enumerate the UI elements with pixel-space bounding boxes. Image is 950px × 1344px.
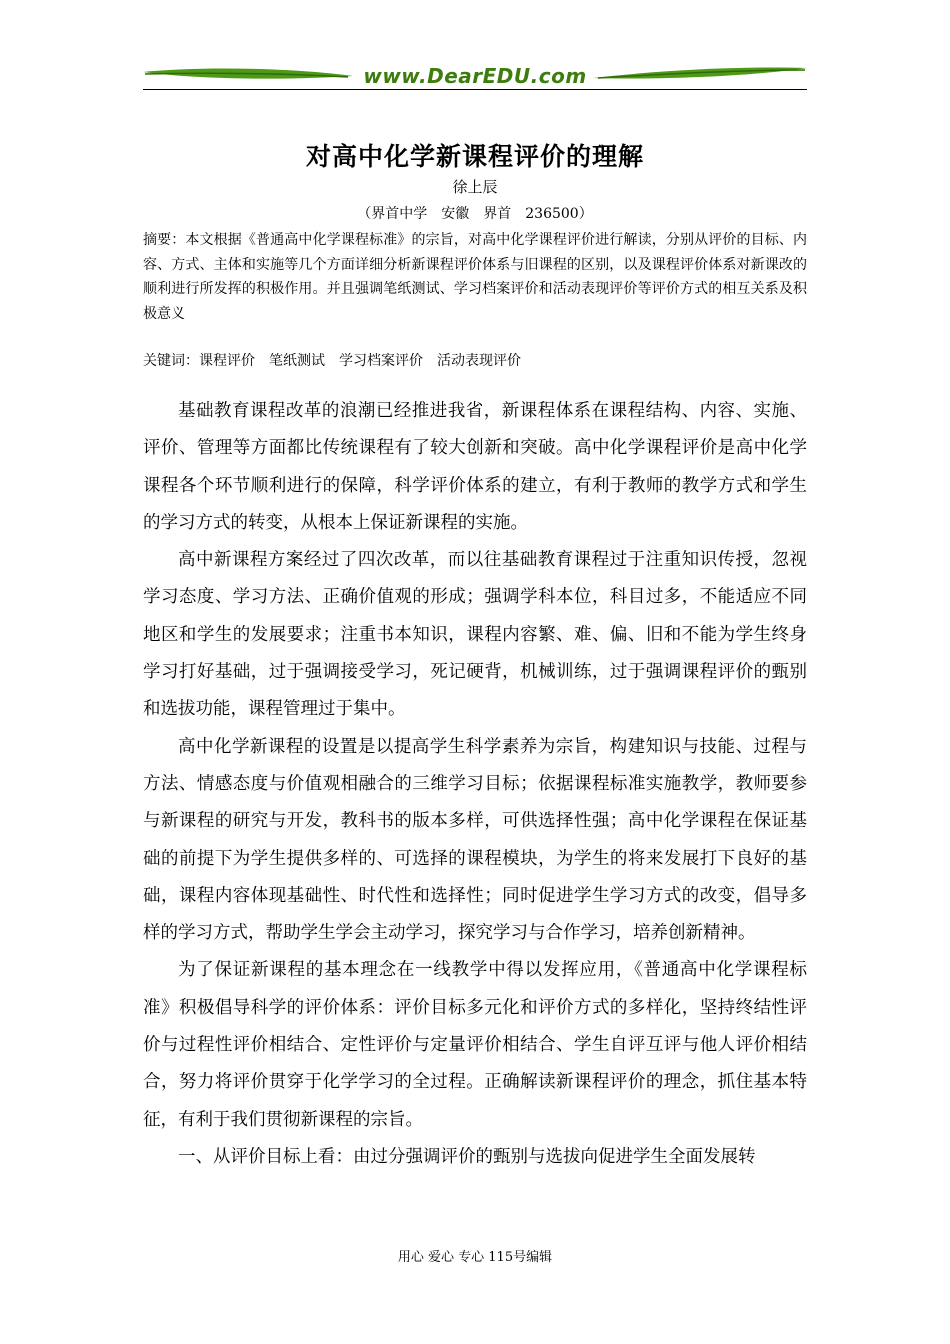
abstract: 摘要：本文根据《普通高中化学课程标准》的宗旨，对高中化学课程评价进行解读，分别从评价的目标、内容、方式、主体和实施等几个方面详细分析新课程评价体系与旧课程的区别，以及课程评价体系对新课改的顺利进行所发挥的积极作用。并且强调笔纸测试、学习档案评价和活动表现评价等评价方式的相互关系及积极意义 <box>143 232 807 322</box>
body-paragraph: 高中新课程方案经过了四次改革，而以往基础教育课程过于注重知识传授，忽视学习态度、学习方法、正确价值观的形成；强调学科本位，科目过多，不能适应不同地区和学生的发展要求；注重书本知识，课程内容繁、难、偏、旧和不能为学生终身学习打好基础，过于强调接受学习，死记硬背，机械训练，过于强调课程评价的甄别和选拔功能，课程管理过于集中。 <box>143 550 807 720</box>
site-logo-text: www.DearEDU.com <box>143 64 807 88</box>
article-affiliation: （界首中学 安徽 界首 236500） <box>357 206 593 222</box>
header-rule <box>143 89 807 90</box>
keyword: 课程评价 <box>199 353 255 369</box>
site-banner <box>143 60 807 92</box>
keywords-label: 关键词： <box>143 353 199 369</box>
body-paragraph: 为了保证新课程的基本理念在一线教学中得以发挥应用，《普通高中化学课程标准》积极倡导科学的评价体系：评价目标多元化和评价方式的多样化，坚持终结性评价与过程性评价相结合、定性评价与定量评价相结合、学生自评互评与他人评价相结合，努力将评价贯穿于化学学习的全过程。正确解读新课程评价的理念，抓住基本特征，有利于我们贯彻新课程的宗旨。 <box>143 960 807 1130</box>
body-paragraph: 一、从评价目标上看：由过分强调评价的甄别与选拔向促进学生全面发展转 <box>178 1146 756 1167</box>
page-footer: 用心 爱心 专心 115号编辑 <box>397 1250 553 1265</box>
keyword: 活动表现评价 <box>437 353 521 369</box>
body-paragraph: 高中化学新课程的设置是以提高学生科学素养为宗旨，构建知识与技能、过程与方法、情感态度与价值观相融合的三维学习目标；依据课程标准实施教学，教师要参与新课程的研究与开发，教科书的版本多样，可供选择性强；高中化学课程在保证基础的前提下为学生提供多样的、可选择的课程模块，为学生的将来发展打下良好的基础，课程内容体现基础性、时代性和选择性；同时促进学生学习方式的改变，倡导多样的学习方式，帮助学生学会主动学习，探究学习与合作学习，培养创新精神。 <box>143 736 807 944</box>
article-title: 对高中化学新课程评价的理解 <box>305 142 644 171</box>
article-author: 徐上辰 <box>452 178 498 196</box>
body-paragraph: 基础教育课程改革的浪潮已经推进我省，新课程体系在课程结构、内容、实施、评价、管理等方面都比传统课程有了较大创新和突破。高中化学课程评价是高中化学课程各个环节顺利进行的保障，科学评价体系的建立，有利于教师的教学方式和学生的学习方式的转变，从根本上保证新课程的实施。 <box>143 401 807 533</box>
keywords <box>143 349 807 373</box>
keyword: 学习档案评价 <box>339 353 423 369</box>
keyword: 笔纸测试 <box>269 353 325 369</box>
article-body <box>143 393 807 1176</box>
